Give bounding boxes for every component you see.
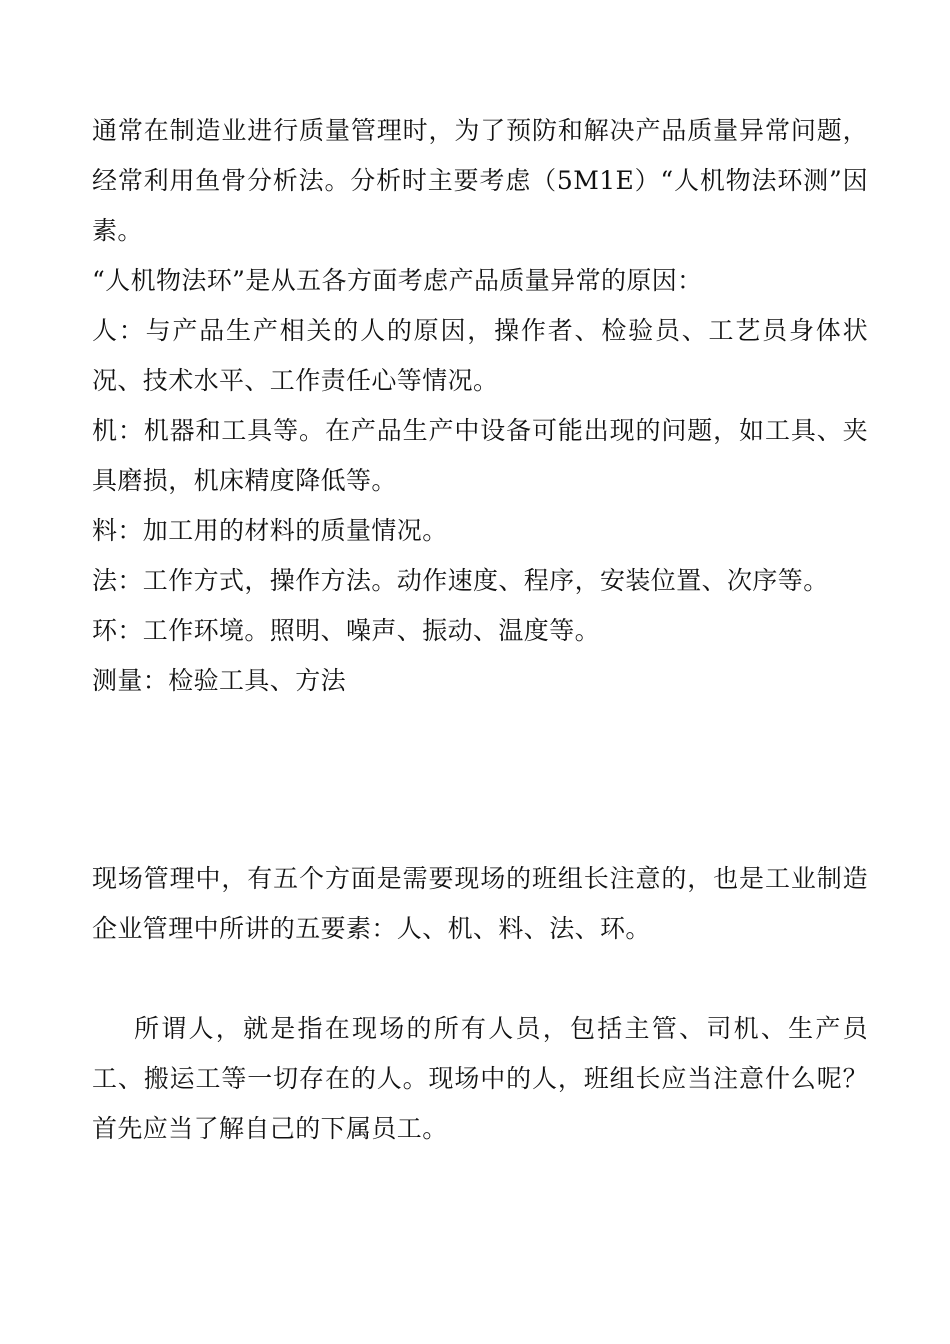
factor-method: 法：工作方式，操作方法。动作速度、程序，安装位置、次序等。: [92, 566, 829, 595]
intro-paragraph: 通常在制造业进行质量管理时，为了预防和解决产品质量异常问题，经常利用鱼骨分析法。分析时主要考虑（5M1E）“人机物法环测”因素。: [92, 116, 868, 245]
factor-environment: 环：工作环境。照明、噪声、振动、温度等。: [92, 616, 601, 645]
factor-measurement: 测量：检验工具、方法: [92, 666, 347, 695]
factor-material: 料：加工用的材料的质量情况。: [92, 516, 448, 545]
site-management-section: [92, 854, 868, 954]
site-management-paragraph: 现场管理中，有五个方面是需要现场的班组长注意的，也是工业制造企业管理中所讲的五要素：人、机、料、法、环。: [92, 864, 868, 943]
factor-man: 人：与产品生产相关的人的原因，操作者、检验员、工艺员身体状况、技术水平、工作责任心等情况。: [92, 316, 868, 395]
personnel-paragraph: 所谓人，就是指在现场的所有人员，包括主管、司机、生产员工、搬运工等一切存在的人。现场中的人，班组长应当注意什么呢？首先应当了解自己的下属员工。: [92, 1014, 868, 1143]
five-factors-heading: “人机物法环”是从五各方面考虑产品质量异常的原因：: [92, 266, 703, 295]
personnel-section: [92, 1004, 868, 1154]
factor-machine: 机：机器和工具等。在产品生产中设备可能出现的问题，如工具、夹具磨损，机床精度降低等。: [92, 416, 868, 495]
fishbone-analysis-section: [92, 106, 868, 706]
